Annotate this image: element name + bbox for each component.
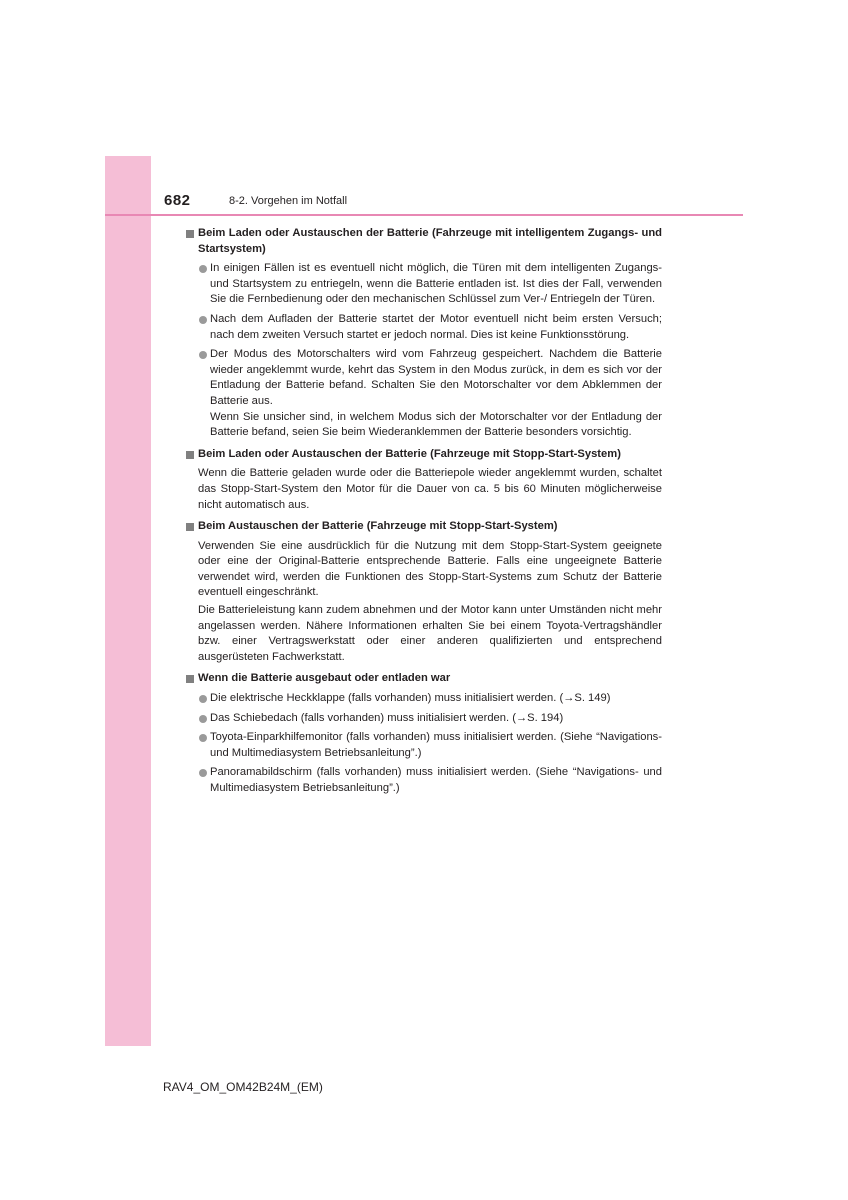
section-charge-stop-start [186, 447, 662, 513]
circle-bullet-icon [199, 351, 207, 359]
page-number: 682 [164, 192, 191, 209]
square-bullet-icon [186, 523, 194, 531]
section-heading: Wenn die Batterie ausgebaut oder entladen war [186, 671, 662, 687]
list-item: Toyota-Einparkhilfemonitor (falls vorhanden) muss initialisiert werden. (Siehe “Navigations- und Multimediasystem Betriebsanleitung”.) [186, 730, 662, 761]
circle-bullet-icon [199, 715, 207, 723]
footer-code: RAV4_OM_OM42B24M_(EM) [163, 1080, 323, 1094]
square-bullet-icon [186, 675, 194, 683]
list-item: Panoramabildschirm (falls vorhanden) muss initialisiert werden. (Siehe “Navigations- und Multimediasystem Betriebsanleitung”.) [186, 765, 662, 796]
paragraph: Verwenden Sie eine ausdrücklich für die Nutzung mit dem Stopp-Start-System geeignete oder eine der Original-Batterie entsprechende Batterie. Falls eine ungeeignete Batterie verwendet wird, werden die Funktionen des Stopp-Start-Systems zum Schutz der Batterie eventuell eingeschränkt. [198, 539, 662, 599]
circle-bullet-icon [199, 265, 207, 273]
list-item: Nach dem Aufladen der Batterie startet der Motor eventuell nicht beim ersten Versuch; nach dem zweiten Versuch startet er jedoch normal. Dies ist keine Funktionsstörung. [186, 312, 662, 343]
list-item: Die elektrische Heckklappe (falls vorhanden) muss initialisiert werden. (→S. 149) [186, 691, 662, 707]
section-heading: Beim Austauschen der Batterie (Fahrzeuge mit Stopp-Start-System) [186, 519, 662, 535]
circle-bullet-icon [199, 316, 207, 324]
list-item-note: Wenn Sie unsicher sind, in welchem Modus sich der Motorschalter vor der Entladung der Batterie befand, seien Sie beim Wiederanklemmen der Batterie besonders vorsichtig. [210, 410, 662, 439]
section-battery-removed [186, 671, 662, 796]
paragraph: Wenn die Batterie geladen wurde oder die Batteriepole wieder angeklemmt wurden, schaltet das Stopp-Start-System den Motor für die Dauer von ca. 5 bis 60 Minuten möglicherweise nicht automatisch aus. [198, 467, 662, 511]
paragraph: Die Batterieleistung kann zudem abnehmen und der Motor kann unter Umständen nicht mehr angelassen werden. Nähere Informationen erhalten Sie bei einem Toyota-Vertragshändler bzw. einer Vertragswerkstatt oder einer anderen qualifizierten und entsprechend ausgerüsteten Fachwerkstatt. [198, 604, 662, 663]
section-replace-stop-start [186, 519, 662, 665]
section-heading: Beim Laden oder Austauschen der Batterie (Fahrzeuge mit intelligentem Zugangs- und Startsystem) [186, 226, 662, 257]
circle-bullet-icon [199, 769, 207, 777]
section-battery-smart-key [186, 226, 662, 441]
circle-bullet-icon [199, 695, 207, 703]
page-content [186, 226, 662, 803]
circle-bullet-icon [199, 734, 207, 742]
side-tab-band [105, 156, 151, 1046]
list-item: In einigen Fällen ist es eventuell nicht möglich, die Türen mit dem intelligenten Zugangs- und Startsystem zu entriegeln, wenn die Batterie entladen ist. Ist dies der Fall, verwenden Sie die Fernbedienung oder den mechanischen Schlüssel zum Ver-/ Entriegeln der Türen. [186, 261, 662, 308]
square-bullet-icon [186, 230, 194, 238]
list-item: Der Modus des Motorschalters wird vom Fahrzeug gespeichert. Nachdem die Batterie wieder angeklemmt wurde, kehrt das System in den Modus zurück, in dem es sich vor der Entladung der Batterie befand. Schalten Sie den Motorschalter vor dem Abklemmen der Batterie aus. Wenn Sie unsicher sind, in welchem Modus sich der Motorschalter vor der Entladung der Batterie befand, seien Sie beim Wiederanklemmen der Batterie besonders vorsichtig. [186, 347, 662, 441]
square-bullet-icon [186, 451, 194, 459]
chapter-title: 8-2. Vorgehen im Notfall [229, 195, 348, 207]
list-item: Das Schiebedach (falls vorhanden) muss initialisiert werden. (→S. 194) [186, 711, 662, 727]
section-heading: Beim Laden oder Austauschen der Batterie (Fahrzeuge mit Stopp-Start-System) [186, 447, 662, 463]
header-rule [105, 214, 743, 216]
